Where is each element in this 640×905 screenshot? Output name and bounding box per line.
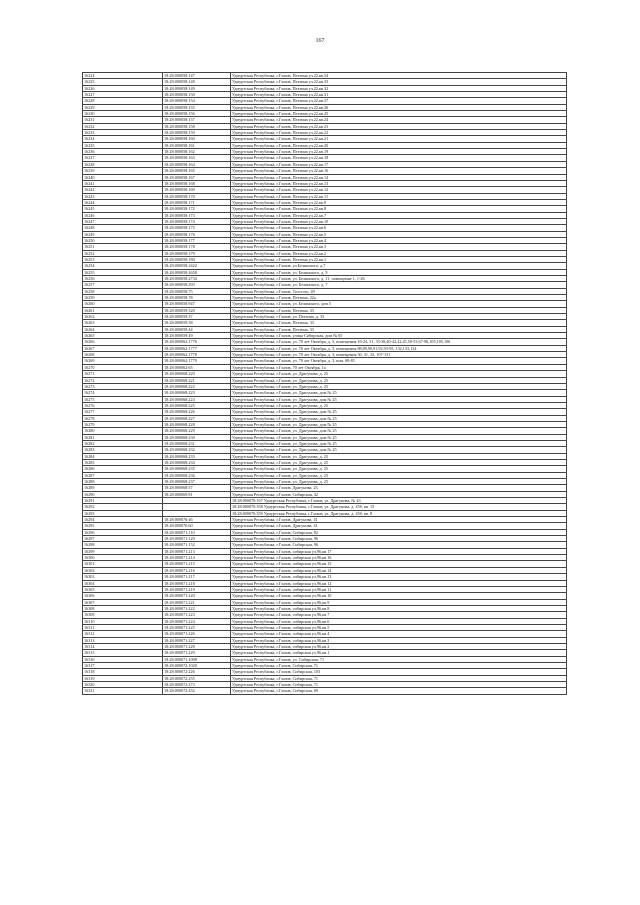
address-cell: Удмуртская Республика, г.Глазов, улица Сибирская, дом № 65 <box>231 333 567 339</box>
address-cell: Удмуртская Республика, г.Глазов, Пехтина ул,22,кв.9 <box>231 199 567 205</box>
cadastral-number-cell: 18:28:000059:49 <box>163 333 231 339</box>
table-row <box>83 688 567 694</box>
cadastral-number-cell: 18:28:000058:2734 <box>163 276 231 282</box>
address-cell: Удмуртская Республика, г.Глазов, Пехтина ул,22,кв.12 <box>231 187 567 193</box>
address-cell: Удмуртская Республика, г.Глазов, Пехтина ул,22,кв.7 <box>231 212 567 218</box>
address-cell: Удмуртская Республика, г.Глазов, Драгунова, 41 <box>231 517 567 523</box>
address-cell: Удмуртская Республика, г.Глазов, сибирская ул,96,кв.14 <box>231 567 567 573</box>
cadastral-number-cell: 18:28:000062:1776 <box>163 339 231 345</box>
row-number-cell: 16303 <box>83 574 163 580</box>
row-number-cell: 16273 <box>83 383 163 389</box>
cadastral-number-cell: 18:28:000058:2658 <box>163 269 231 275</box>
row-number-cell: 16288 <box>83 479 163 485</box>
row-number-cell: 16281 <box>83 434 163 440</box>
cadastral-number-cell: 18:28:000059:320 <box>163 307 231 313</box>
row-number-cell: 16279 <box>83 421 163 427</box>
address-cell: Удмуртская Республика, г.Глазов, сибирская ул,96,кв.12 <box>231 580 567 586</box>
cadastral-number-cell: 18:28:000068:225 <box>163 402 231 408</box>
address-cell: Удмуртская Республика, г.Глазов, ул. Белинского, д. 11, помещение 1, 1-26 <box>231 276 567 282</box>
row-number-cell: 16257 <box>83 282 163 288</box>
address-cell: Удмуртская Республика, г.Глазов, ул. Драгунова, д. 25 <box>231 472 567 478</box>
address-cell: Удмуртская Республика, г.Глазов, ул. 70 лет Октября, д. 3, помещения 30, 31, 32, 107-131 <box>231 352 567 358</box>
address-cell: Удмуртская Республика, г.Глазов, Пехтина ул,22,кв.18 <box>231 155 567 161</box>
cadastral-number-cell: 18:28:000058:156 <box>163 111 231 117</box>
row-number-cell: 16296 <box>83 529 163 535</box>
address-cell: Удмуртская Республика, г.Глазов, Пехтина ул,22,кв.22 <box>231 130 567 136</box>
address-cell: Удмуртская Республика, г.Глазов, Пехтина ул,22,кв.13 <box>231 180 567 186</box>
address-cell: Удмуртская Республика, г.Глазов, Пехтина ул,22,кв.11 <box>231 193 567 199</box>
row-number-cell: 16310 <box>83 618 163 624</box>
address-cell: Удмуртская Республика, г.Глазов, Сибирская, 71 <box>231 662 567 668</box>
row-number-cell: 16240 <box>83 174 163 180</box>
cadastral-number-cell: 18:28:000071:228 <box>163 643 231 649</box>
row-number-cell: 16297 <box>83 536 163 542</box>
cadastral-number-cell: 18:28:000071:229 <box>163 650 231 656</box>
address-cell: Удмуртская Республика, г.Глазов, Сибирская, 82 <box>231 529 567 535</box>
address-cell: Удмуртская Республика, г.Глазов, ул. Драгунова, д. 25 <box>231 383 567 389</box>
address-cell: Удмуртская Республика, г.Глазов, ул. Драгунова, д. 25 <box>231 402 567 408</box>
cadastral-number-cell: 18:28:000058:171 <box>163 199 231 205</box>
cadastral-number-cell: 18:28:000058:162 <box>163 149 231 155</box>
cadastral-number-cell: 18:28:000058:164 <box>163 161 231 167</box>
cadastral-number-cell: 18:28:000058:75 <box>163 288 231 294</box>
row-number-cell: 16298 <box>83 542 163 548</box>
address-cell: Удмуртская Республика, г.Глазов, ул. Драгунова, д. 25 <box>231 466 567 472</box>
row-number-cell: 16230 <box>83 111 163 117</box>
address-cell: Удмуртская Республика, г.Глазов, ул. Драгунова, д. 25 <box>231 377 567 383</box>
address-cell: Удмуртская Республика, г.Глазов, ул. Драгунова, дом № 25 <box>231 409 567 415</box>
address-cell: Удмуртская Республика, г.Глазов, Пехтина ул,22,кв.26 <box>231 104 567 110</box>
cadastral-number-cell: 18:28:000071:217 <box>163 574 231 580</box>
cadastral-number-cell: 18:28:000058:150 <box>163 92 231 98</box>
cadastral-number-cell: 18:28:000072:255 <box>163 675 231 681</box>
cadastral-number-cell: 18:28:000068:235 <box>163 466 231 472</box>
address-cell: Удмуртская Республика, г.Глазов, сибирская ул,96,кв.3 <box>231 637 567 643</box>
row-number-cell: 16301 <box>83 561 163 567</box>
row-number-cell: 16266 <box>83 339 163 345</box>
row-number-cell: 16242 <box>83 187 163 193</box>
property-table <box>82 72 567 695</box>
address-cell: Удмуртская Республика, г.Глазов, Пехтина ул,22,кв.8 <box>231 206 567 212</box>
row-number-cell: 16307 <box>83 599 163 605</box>
address-cell: Удмуртская Республика, г.Глазов, Пехтина ул,22,кв.25 <box>231 111 567 117</box>
cadastral-number-cell: 18:28:000058:169 <box>163 187 231 193</box>
cadastral-number-cell: 18:28:000058:173 <box>163 212 231 218</box>
cadastral-number-cell: 18:28:000071:226 <box>163 631 231 637</box>
address-cell: Удмуртская Республика, г.Глазов, Сибирская, 42 <box>231 491 567 497</box>
cadastral-number-cell: 18:28:000070:46 <box>163 517 231 523</box>
address-cell: 18:28:000070:359 Удмуртская Республика, г.Глазов, ул. Драгунова, д. 45б, кв. 8 <box>231 510 567 516</box>
address-cell: 18:28:000070:358 Удмуртская Республика, г.Глазов, ул. Драгунова, д. 45б, кв. 15 <box>231 504 567 510</box>
cadastral-number-cell: 18:28:000071:1008 <box>163 656 231 662</box>
cadastral-number-cell: 18:28:000071:216 <box>163 567 231 573</box>
row-number-cell: 16306 <box>83 593 163 599</box>
address-cell: Удмуртская Республика, г.Глазов, Сибирская, 69 <box>231 688 567 694</box>
address-cell: Удмуртская Республика, г.Глазов, Сибирская, 71 <box>231 682 567 688</box>
row-number-cell: 16308 <box>83 605 163 611</box>
address-cell: Удмуртская Республика, г.Глазов, сибирская ул,96,кв.8 <box>231 605 567 611</box>
row-number-cell: 16224 <box>83 73 163 79</box>
row-number-cell: 16267 <box>83 345 163 351</box>
row-number-cell: 16317 <box>83 662 163 668</box>
row-number-cell: 16276 <box>83 402 163 408</box>
address-cell: Удмуртская Республика, г.Глазов, ул. Белинского, д. 7 <box>231 282 567 288</box>
cadastral-number-cell: 18:28:000071:218 <box>163 580 231 586</box>
address-cell: Удмуртская Республика, г.Глазов, Сибирская, 96 <box>231 542 567 548</box>
cadastral-number-cell: 18:28:000071:219 <box>163 586 231 592</box>
cadastral-number-cell: 18:28:000059:38 <box>163 320 231 326</box>
row-number-cell: 16229 <box>83 104 163 110</box>
row-number-cell: 16299 <box>83 548 163 554</box>
address-cell: Удмуртская Республика, г.Глазов, ул. Драгунова, дом № 25 <box>231 440 567 446</box>
row-number-cell: 16274 <box>83 390 163 396</box>
row-number-cell: 16256 <box>83 276 163 282</box>
cadastral-number-cell: 18:28:000058:160 <box>163 136 231 142</box>
address-cell: 18:28:000070:167 Удмуртская Республика, г.Глазов, ул. Драгунова, № 43 <box>231 498 567 504</box>
row-number-cell: 16253 <box>83 256 163 262</box>
cadastral-number-cell: 18:28:000071:152 <box>163 542 231 548</box>
address-cell: Удмуртская Республика, г.Глазов, Сибирская, 103 <box>231 669 567 675</box>
row-number-cell: 16291 <box>83 498 163 504</box>
property-table-container <box>82 72 566 695</box>
address-cell: Удмуртская Республика, г.Глазов, Пехтина ул,22,кв.21 <box>231 136 567 142</box>
address-cell: Удмуртская Республика, г.Глазов, ул. Драгунова, дом № 25 <box>231 390 567 396</box>
cadastral-number-cell: 18:28:000058:163 <box>163 155 231 161</box>
row-number-cell: 16247 <box>83 218 163 224</box>
row-number-cell: 16319 <box>83 675 163 681</box>
address-cell: Удмуртская Республика, г.Глазов, сибирская ул,96,кв.4 <box>231 631 567 637</box>
row-number-cell: 16262 <box>83 314 163 320</box>
row-number-cell: 16246 <box>83 212 163 218</box>
address-cell: Удмуртская Республика, г.Глазов, ул. Драгунова, д. 25 <box>231 453 567 459</box>
address-cell: Удмуртская Республика, г.Глазов, ул. Драгунова, дом № 25 <box>231 396 567 402</box>
address-cell: Удмуртская Республика, г.Глазов, сибирская ул,96,кв.7 <box>231 612 567 618</box>
cadastral-number-cell: 18:28:000058:155 <box>163 104 231 110</box>
address-cell: Удмуртская Республика, г.Глазов, Пехтина ул,22,кв.19 <box>231 149 567 155</box>
cadastral-number-cell: 18:28:000068:234 <box>163 459 231 465</box>
cadastral-number-cell: 18:28:000072:1020 <box>163 662 231 668</box>
address-cell: Удмуртская Республика, г.Глазов, Пехтина ул,22,кв.20 <box>231 142 567 148</box>
address-cell: Удмуртская Республика, г.Глазов, ул. Сибирская, 71 <box>231 656 567 662</box>
property-table-body <box>83 73 567 695</box>
cadastral-number-cell: 18:28:000068:237 <box>163 479 231 485</box>
address-cell: Удмуртская Республика, г.Глазов, ул. Драгунова, д. 25 <box>231 371 567 377</box>
address-cell: Удмуртская Республика, г.Глазов, Пехтина ул,22,кв.23 <box>231 123 567 129</box>
cadastral-number-cell: 18:28:000058:170 <box>163 193 231 199</box>
cadastral-number-cell: 18:28:000058:148 <box>163 79 231 85</box>
row-number-cell: 16311 <box>83 624 163 630</box>
address-cell: Удмуртская Республика, г.Глазов, ул. Пехтина, д. 33 <box>231 314 567 320</box>
row-number-cell: 16278 <box>83 415 163 421</box>
address-cell: Удмуртская Республика, г.Глазов, сибирская ул,96,кв.5 <box>231 624 567 630</box>
address-cell: Удмуртская Республика, г.Глазов, Пехтина ул,22,кв.31 <box>231 92 567 98</box>
row-number-cell: 16280 <box>83 428 163 434</box>
row-number-cell: 16258 <box>83 288 163 294</box>
address-cell: Удмуртская Республика, г.Глазов, ул. Драгунова, дом № 25 <box>231 447 567 453</box>
cadastral-number-cell: 18:28:000068:223 <box>163 390 231 396</box>
cadastral-number-cell: 18:28:000062:65 <box>163 364 231 370</box>
row-number-cell: 16231 <box>83 117 163 123</box>
address-cell: Удмуртская Республика, г.Глазов, Пехтина ул,22,кв.6 <box>231 225 567 231</box>
cadastral-number-cell: 18:28:000058:175 <box>163 225 231 231</box>
row-number-cell: 16238 <box>83 161 163 167</box>
cadastral-number-cell: 18:28:000068:220 <box>163 371 231 377</box>
cadastral-number-cell: 18:28:000072:432 <box>163 688 231 694</box>
cadastral-number-cell: 18:28:000068:233 <box>163 453 231 459</box>
row-number-cell: 16269 <box>83 358 163 364</box>
address-cell: Удмуртская Республика, г.Глазов, Пехтина ул,22,кв.32 <box>231 85 567 91</box>
row-number-cell: 16249 <box>83 231 163 237</box>
address-cell: Удмуртская Республика, г.Глазов, Пехтина ул,22,кв.34 <box>231 73 567 79</box>
row-number-cell: 16232 <box>83 123 163 129</box>
cadastral-number-cell: 18:28:000058:176 <box>163 231 231 237</box>
cadastral-number-cell: 18:28:000071:222 <box>163 605 231 611</box>
row-number-cell: 16312 <box>83 631 163 637</box>
row-number-cell: 16313 <box>83 637 163 643</box>
row-number-cell: 16255 <box>83 269 163 275</box>
cadastral-number-cell: 18:28:000068:232 <box>163 447 231 453</box>
address-cell: Удмуртская Республика, г.Глазов, ул. Драгунова, дом № 25 <box>231 428 567 434</box>
address-cell: Удмуртская Республика, г.Глазов, Пехтина ул,22,кв.24 <box>231 117 567 123</box>
cadastral-number-cell: 18:28:000058:157 <box>163 117 231 123</box>
row-number-cell: 16268 <box>83 352 163 358</box>
address-cell: Удмуртская Республика, г.Глазов, Пехтина ул,22,кв.17 <box>231 161 567 167</box>
address-cell: Удмуртская Республика, г.Глазов, сибирская ул,96,кв.16 <box>231 555 567 561</box>
row-number-cell: 16289 <box>83 485 163 491</box>
row-number-cell: 16300 <box>83 555 163 561</box>
row-number-cell: 16285 <box>83 459 163 465</box>
cadastral-number-cell: 18:28:000071:110 <box>163 529 231 535</box>
address-cell: Удмуртская Республика, г.Глазов, Пехтина ул,22,кв.3 <box>231 244 567 250</box>
cadastral-number-cell: 18:28:000058:158 <box>163 123 231 129</box>
address-cell: Удмуртская Республика, г.Глазов, Драгунова, 41 <box>231 523 567 529</box>
row-number-cell: 16305 <box>83 586 163 592</box>
cadastral-number-cell: 18:28:000071:220 <box>163 593 231 599</box>
row-number-cell: 16264 <box>83 326 163 332</box>
cadastral-number-cell: 18:28:000071:224 <box>163 618 231 624</box>
address-cell: Удмуртская Республика, г.Глазов, Пехтина, 33 <box>231 307 567 313</box>
address-cell: Удмуртская Республика, г.Глазов, сибирская ул,96,кв.13 <box>231 574 567 580</box>
cadastral-number-cell: 18:28:000070:60 <box>163 523 231 529</box>
row-number-cell: 16265 <box>83 333 163 339</box>
address-cell: Удмуртская Республика, г.Глазов, сибирская ул,96,кв.6 <box>231 618 567 624</box>
row-number-cell: 16294 <box>83 517 163 523</box>
address-cell: Удмуртская Республика, г.Глазов, сибирская ул,96,кв.10 <box>231 593 567 599</box>
row-number-cell: 16226 <box>83 85 163 91</box>
cadastral-number-cell: 18:28:000058:177 <box>163 237 231 243</box>
page-number: 167 <box>315 38 325 44</box>
address-cell: Удмуртская Республика, г.Глазов, Пехтина ул,22,кв.2 <box>231 250 567 256</box>
cadastral-number-cell: 18:28:000058:159 <box>163 130 231 136</box>
row-number-cell: 16251 <box>83 244 163 250</box>
row-number-cell: 16235 <box>83 142 163 148</box>
address-cell: Удмуртская Республика, г.Глазов, Пехтина, 33 <box>231 326 567 332</box>
cadastral-number-cell: 18:28:000058:2422 <box>163 263 231 269</box>
address-cell: Удмуртская Республика, г.Глазов, Сибирская, 71 <box>231 675 567 681</box>
row-number-cell: 16284 <box>83 453 163 459</box>
row-number-cell: 16272 <box>83 377 163 383</box>
cadastral-number-cell: 18:28:000058:179 <box>163 250 231 256</box>
address-cell: Удмуртская Республика, г.Глазов, Пехтина ул,22,кв.4 <box>231 237 567 243</box>
cadastral-number-cell: 18:28:000072:273 <box>163 682 231 688</box>
address-cell: Удмуртская Республика, г.Глазов, сибирская ул,96,кв.2 <box>231 643 567 649</box>
address-cell: Удмуртская Республика, г.Глазов, сибирская ул,96,кв.11 <box>231 586 567 592</box>
row-number-cell: 16293 <box>83 510 163 516</box>
row-number-cell: 16243 <box>83 193 163 199</box>
cadastral-number-cell: 18:28:000071:227 <box>163 637 231 643</box>
row-number-cell: 16228 <box>83 98 163 104</box>
cadastral-number-cell: 18:28:000071:215 <box>163 561 231 567</box>
row-number-cell: 16259 <box>83 295 163 301</box>
cadastral-number-cell: 18:28:000062:1778 <box>163 352 231 358</box>
cadastral-number-cell: 18:28:000058:172 <box>163 206 231 212</box>
cadastral-number-cell: 18:28:000068:226 <box>163 409 231 415</box>
address-cell: Удмуртская Республика, г.Глазов, Пехтина ул,22,кв.27 <box>231 98 567 104</box>
cadastral-number-cell: 18:28:000068:229 <box>163 428 231 434</box>
cadastral-number-cell: 18:28:000068:57 <box>163 485 231 491</box>
row-number-cell: 16227 <box>83 92 163 98</box>
address-cell: Удмуртская Республика, г.Глазов, Сибирская, 96 <box>231 536 567 542</box>
cadastral-number-cell: 18:28:000058:154 <box>163 98 231 104</box>
cadastral-number-cell: 18:28:000071:225 <box>163 624 231 630</box>
address-cell: Удмуртская Республика, г.Глазов, Пехтина ул,22,кв.1 <box>231 256 567 262</box>
cadastral-number-cell: 18:28:000068:236 <box>163 472 231 478</box>
row-number-cell: 16241 <box>83 180 163 186</box>
address-cell: Удмуртская Республика, г.Глазов, ул. 70 лет Октября, д. 3, пом. 68-81 <box>231 358 567 364</box>
row-number-cell: 16315 <box>83 650 163 656</box>
address-cell: Удмуртская Республика, г.Глазов, Пехтина ул,22,кв.16 <box>231 168 567 174</box>
row-number-cell: 16250 <box>83 237 163 243</box>
cadastral-number-cell: 18:28:000069:81 <box>163 491 231 497</box>
cadastral-number-cell: 18:28:000071:213 <box>163 548 231 554</box>
cadastral-number-cell: 18:28:000062:1777 <box>163 345 231 351</box>
row-number-cell: 16239 <box>83 168 163 174</box>
cadastral-number-cell: 18:28:000071:214 <box>163 555 231 561</box>
address-cell: Удмуртская Республика, г.Глазов, сибирская ул,96,кв.17 <box>231 548 567 554</box>
cadastral-number-cell: 18:28:000058:161 <box>163 142 231 148</box>
row-number-cell: 16318 <box>83 669 163 675</box>
row-number-cell: 16283 <box>83 447 163 453</box>
cadastral-number-cell: 18:28:000058:167 <box>163 174 231 180</box>
cadastral-number-cell: 18:28:000068:222 <box>163 383 231 389</box>
row-number-cell: 16277 <box>83 409 163 415</box>
cadastral-number-cell: 18:28:000068:224 <box>163 396 231 402</box>
cadastral-number-cell: 18:28:000068:228 <box>163 421 231 427</box>
address-cell: Удмуртская Республика, г.Глазов, 70 лет Октября, 1а <box>231 364 567 370</box>
address-cell: Удмуртская Республика, г.Глазов, сибирская ул,96,кв.15 <box>231 561 567 567</box>
address-cell: Удмуртская Республика, г.Глазов, Пехтина, 22а <box>231 295 567 301</box>
cadastral-number-cell: 18:28:000058:293 <box>163 282 231 288</box>
cadastral-number-cell: 18:28:000068:227 <box>163 415 231 421</box>
cadastral-number-cell: 18:28:000071:221 <box>163 599 231 605</box>
address-cell: Удмуртская Республика, г.Глазов, сибирская ул,96,кв.1 <box>231 650 567 656</box>
address-cell: Удмуртская Республика, г.Глазов, ул. Белинского, д. 9 <box>231 269 567 275</box>
row-number-cell: 16320 <box>83 682 163 688</box>
cadastral-number-cell: 18:28:000058:149 <box>163 85 231 91</box>
row-number-cell: 16263 <box>83 320 163 326</box>
cadastral-number-cell: 18:28:000058:947 <box>163 301 231 307</box>
address-cell: Удмуртская Республика, г.Глазов, Пехтина ул,22,кв.33 <box>231 79 567 85</box>
address-cell: Удмуртская Республика, г.Глазов, Пехтина ул,22,кв.10 <box>231 218 567 224</box>
cadastral-number-cell: 18:28:000058:168 <box>163 180 231 186</box>
address-cell: Удмуртская Республика, г.Глазов, ул. 70 лет Октября, д. 3, помещения 16-24, 31, 33-38,40-42,42,45,50-53,67-96,105,105,106 <box>231 339 567 345</box>
cadastral-number-cell: 18:28:000068:221 <box>163 377 231 383</box>
address-cell: Удмуртская Республика, г.Глазов, ул. Драгунова, д. 25 <box>231 459 567 465</box>
cadastral-number-cell: 18:28:000058:147 <box>163 73 231 79</box>
row-number-cell: 16244 <box>83 199 163 205</box>
row-number-cell: 16236 <box>83 149 163 155</box>
row-number-cell: 16304 <box>83 580 163 586</box>
row-number-cell: 16234 <box>83 136 163 142</box>
address-cell: Удмуртская Республика, г.Глазов, Пехтина ул,22,кв.5 <box>231 231 567 237</box>
row-number-cell: 16290 <box>83 491 163 497</box>
row-number-cell: 16287 <box>83 472 163 478</box>
row-number-cell: 16316 <box>83 656 163 662</box>
cadastral-number-cell: 18:28:000058:78 <box>163 295 231 301</box>
row-number-cell: 16225 <box>83 79 163 85</box>
row-number-cell: 16314 <box>83 643 163 649</box>
row-number-cell: 16248 <box>83 225 163 231</box>
cadastral-number-cell: 18:28:000058:180 <box>163 256 231 262</box>
row-number-cell: 16271 <box>83 371 163 377</box>
cadastral-number-cell: 18:28:000071:120 <box>163 536 231 542</box>
row-number-cell: 16254 <box>83 263 163 269</box>
row-number-cell: 16302 <box>83 567 163 573</box>
address-cell: Удмуртская Республика, г.Глазов, Пехтина ул,22,кв.14 <box>231 174 567 180</box>
address-cell: Удмуртская Республика, г.Глазов, ул. Белинского, дом 5 <box>231 301 567 307</box>
row-number-cell: 16252 <box>83 250 163 256</box>
address-cell: Удмуртская Республика, г.Глазов, Драгунова, 23 <box>231 485 567 491</box>
address-cell: Удмуртская Республика, г.Глазов, ул. Драгунова, д. 25 <box>231 479 567 485</box>
address-cell: Удмуртская Республика, г.Глазов, ул. Драгунова, дом № 25 <box>231 421 567 427</box>
cadastral-number-cell: 18:28:000058:165 <box>163 168 231 174</box>
row-number-cell: 16233 <box>83 130 163 136</box>
address-cell: Удмуртская Республика, г.Глазов, сибирская ул,96,кв.9 <box>231 599 567 605</box>
address-cell: Удмуртская Республика, г.Глазов, ул.Белинского, д.7 <box>231 263 567 269</box>
cadastral-number-cell: 18:28:000062:1779 <box>163 358 231 364</box>
address-cell: Удмуртская Республика, г.Глазов, ул. 70 лет Октября, д. 3, помещения 88,89,90,91,92,93-95, 132,133,134 <box>231 345 567 351</box>
address-cell: Удмуртская Республика, г.Глазов, Пехтина, 33 <box>231 320 567 326</box>
row-number-cell: 16260 <box>83 301 163 307</box>
address-cell: Удмуртская Республика, г.Глазов, ул. Драгунова, дом № 25 <box>231 434 567 440</box>
row-number-cell: 16245 <box>83 206 163 212</box>
address-cell: Удмуртская Республика, г.Глазов, ул. Драгунова, дом № 25 <box>231 415 567 421</box>
cadastral-number-cell: 18:28:000059:37 <box>163 314 231 320</box>
address-cell: Удмуртская Республика, г.Глазов, Толстого, 49 <box>231 288 567 294</box>
cadastral-number-cell: 18:28:000058:178 <box>163 244 231 250</box>
cadastral-number-cell: 18:28:000068:230 <box>163 434 231 440</box>
row-number-cell: 16309 <box>83 612 163 618</box>
cadastral-number-cell: 18:28:000071:223 <box>163 612 231 618</box>
row-number-cell: 16292 <box>83 504 163 510</box>
row-number-cell: 16295 <box>83 523 163 529</box>
row-number-cell: 16282 <box>83 440 163 446</box>
cadastral-number-cell: 18:28:000059:44 <box>163 326 231 332</box>
cadastral-number-cell: 18:28:000058:174 <box>163 218 231 224</box>
row-number-cell: 16270 <box>83 364 163 370</box>
row-number-cell: 16261 <box>83 307 163 313</box>
row-number-cell: 16275 <box>83 396 163 402</box>
cadastral-number-cell: 18:28:000068:231 <box>163 440 231 446</box>
row-number-cell: 16321 <box>83 688 163 694</box>
cadastral-number-cell: 18:28:000072:226 <box>163 669 231 675</box>
row-number-cell: 16286 <box>83 466 163 472</box>
row-number-cell: 16237 <box>83 155 163 161</box>
